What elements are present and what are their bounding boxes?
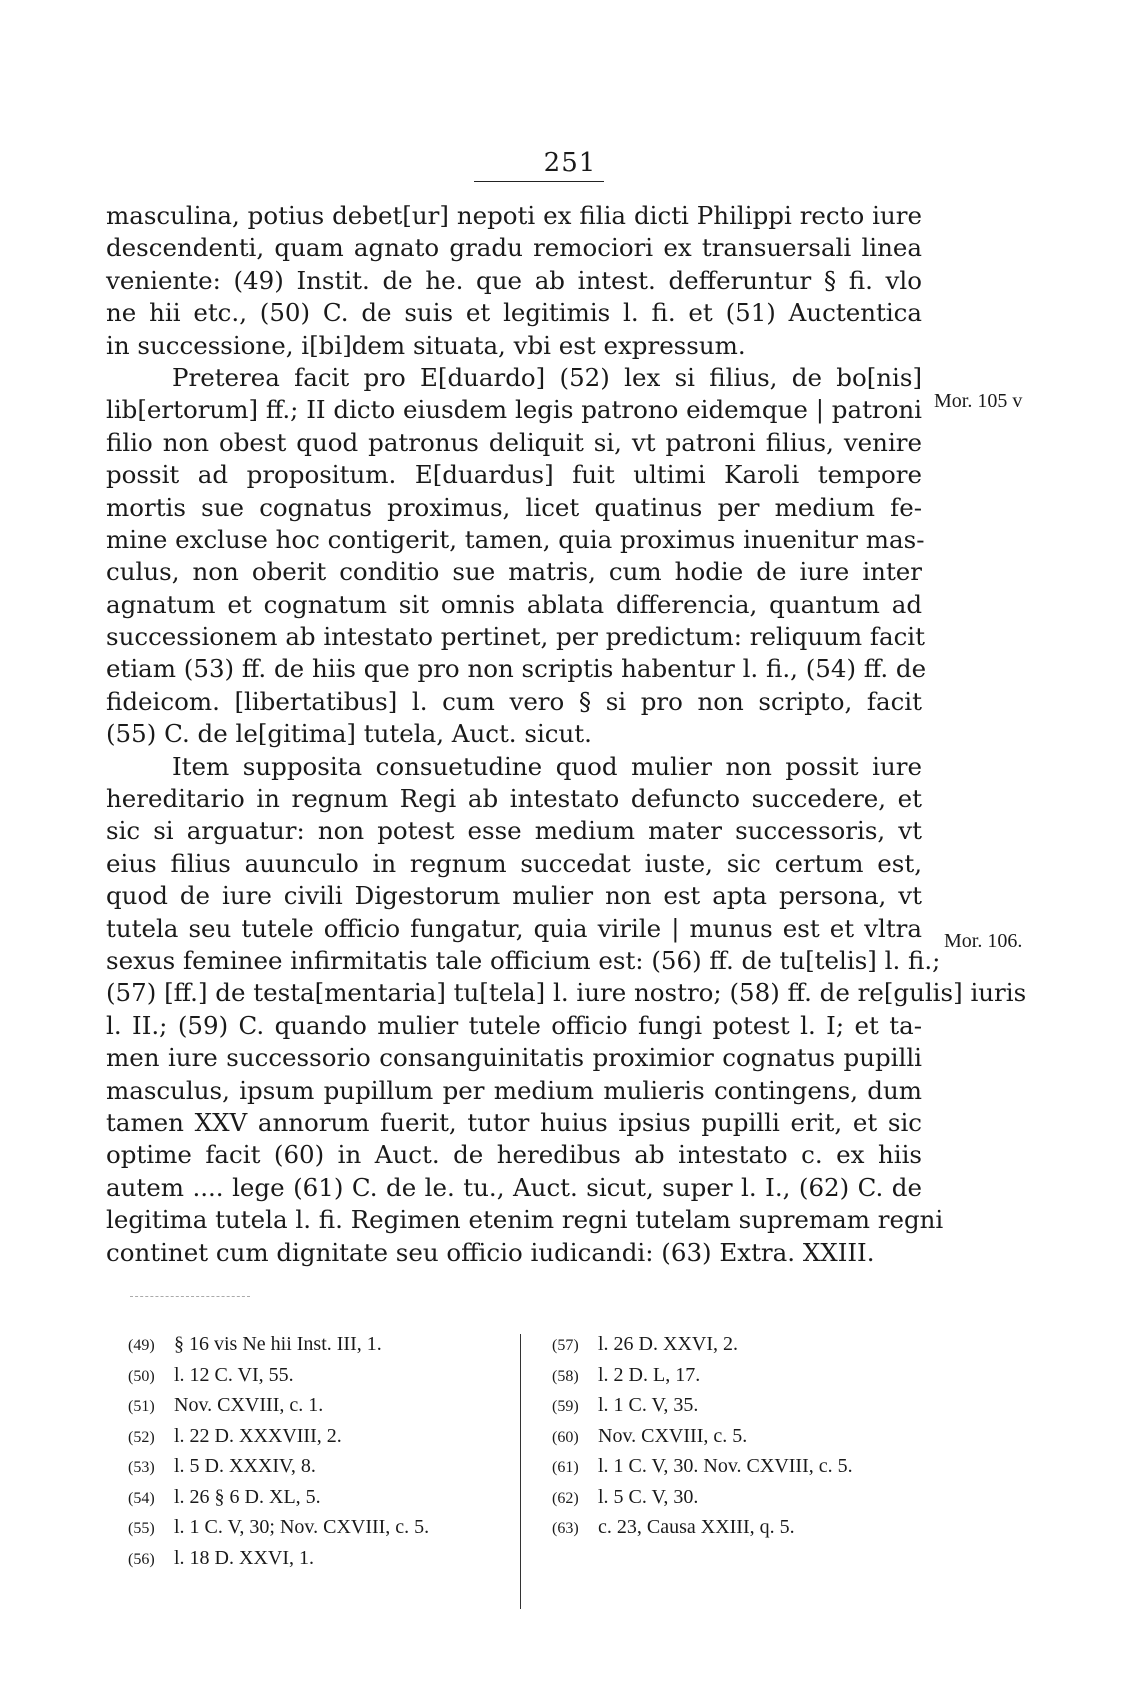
footnotes-left-column [128,1330,508,1574]
footnote-number: (61) [552,1459,579,1476]
footnote [128,1544,508,1575]
footnote-text: l. 26 § 6 D. XL, 5. [174,1485,321,1508]
footnote-text: l. 18 D. XXVI, 1. [174,1546,314,1569]
footnote [552,1452,952,1483]
footnote-number: (54) [128,1489,155,1507]
text-line: Item supposita consuetudine quod mulier non possit iure [172,751,922,781]
text-line: continet cum dignitate seu officio iudicandi: (63) Extra. XXIII. [106,1237,875,1267]
footnote-number: (55) [128,1520,155,1537]
text-line: filio non obest quod patronus deliquit si, vt patroni filius, venire [106,427,922,457]
text-line: sic si arguatur: non potest esse medium mater successoris, vt [106,816,922,846]
text-line: quod de iure civili Digestorum mulier non est apta persona, vt [106,881,922,911]
text-line: autem .... lege (61) C. de le. tu., Auct. sicut, super l. I., (62) C. de [106,1172,922,1202]
footnote-text: Nov. CXVIII, c. 5. [598,1424,748,1447]
text-line: veniente: (49) Instit. de he. que ab intest. defferuntur § fi. vlo [106,265,922,295]
footnote-number: (59) [552,1398,579,1415]
footnote [552,1361,952,1392]
footnote [128,1422,508,1453]
footnote [128,1483,508,1514]
text-line: ne hii etc., (50) C. de suis et legitimis l. fi. et (51) Auctentica [106,298,922,328]
header-rule [474,181,604,182]
text-line: agnatum et cognatum sit omnis ablata differencia, quantum ad [106,589,922,619]
footnote [128,1452,508,1483]
footnote [552,1330,952,1361]
margin-note-folio: Mor. 106. [944,930,1023,952]
footnote-text: l. 12 C. VI, 55. [174,1363,294,1386]
footnote-text: l. 22 D. XXXVIII, 2. [174,1424,342,1447]
footnote-column-divider [520,1334,521,1609]
text-line: lib[ertorum] ff.; II dicto eiusdem legis patrono eidemque | patroni [106,395,922,425]
footnote [128,1513,508,1544]
footnote-number: (50) [128,1367,155,1385]
text-line: optime facit (60) in Auct. de heredibus ab intestato c. ex hiis [106,1140,922,1170]
footnote-text: l. 1 C. V, 30; Nov. CXVIII, c. 5. [174,1516,430,1538]
footnote-text: § 16 vis Ne hii Inst. III, 1. [174,1333,382,1355]
footnote-number: (57) [552,1337,579,1354]
footnote-text: l. 5 D. XXXIV, 8. [174,1455,316,1477]
footnote-number: (60) [552,1428,579,1446]
text-line: hereditario in regnum Regi ab intestato defuncto succedere, et [106,784,922,814]
footnote-number: (53) [128,1459,155,1476]
footnote-text: l. 2 D. L, 17. [598,1363,701,1386]
footnote-number: (49) [128,1337,155,1354]
footnote-number: (56) [128,1550,155,1568]
text-line: men iure successorio consanguinitatis proximior cognatus pupilli [106,1043,922,1073]
text-line: masculus, ipsum pupillum per medium mulieris contingens, dum [106,1075,922,1105]
text-line: tutela seu tutele officio fungatur, quia virile | munus est et vltra [106,913,922,943]
text-line: eius filius auunculo in regnum succedat iuste, sic certum est, [106,848,922,878]
text-line: mine excluse hoc contigerit, tamen, quia proximus inuenitur mas- [106,524,925,554]
footnote [128,1361,508,1392]
footnote [552,1391,952,1422]
footnotes-right-column [552,1330,952,1544]
footnote-text: l. 5 C. V, 30. [598,1485,699,1508]
margin-note-folio: Mor. 105 v [934,390,1023,412]
footnote-text: Nov. CXVIII, c. 1. [174,1394,324,1416]
text-line: possit ad propositum. E[duardus] fuit ultimi Karoli tempore [106,460,922,490]
text-line: (57) [ff.] de testa[mentaria] tu[tela] l. iure nostro; (58) ff. de re[gulis] iuris [106,978,1027,1008]
text-line: (55) C. de le[gitima] tutela, Auct. sicut. [106,719,592,749]
footnote-separator [130,1296,250,1297]
text-line: masculina, potius debet[ur] nepoti ex filia dicti Philippi recto iure [106,201,922,230]
footnote-number: (58) [552,1367,579,1385]
footnote-text: l. 1 C. V, 35. [598,1394,699,1416]
footnote-number: (51) [128,1398,155,1415]
footnote-number: (62) [552,1489,579,1507]
footnote [552,1513,952,1544]
footnote [128,1330,508,1361]
text-line: successionem ab intestato pertinet, per predictum: reliquum facit [106,622,925,652]
text-line: sexus feminee infirmitatis tale officium est: (56) ff. de tu[telis] l. fi.; [106,945,941,975]
text-line: l. II.; (59) C. quando mulier tutele officio fungi potest l. I; et ta- [106,1010,922,1040]
text-line: etiam (53) ff. de hiis que pro non scriptis habentur l. fi., (54) ff. de [106,654,927,684]
text-line: legitima tutela l. fi. Regimen etenim regni tutelam supremam regni [106,1205,944,1235]
text-line: mortis sue cognatus proximus, licet quatinus per medium fe- [106,492,922,522]
footnote [128,1391,508,1422]
text-line: fideicom. [libertatibus] l. cum vero § si pro non scripto, facit [106,686,922,716]
footnote-text: c. 23, Causa XXIII, q. 5. [598,1516,795,1538]
footnote-number: (63) [552,1520,579,1537]
page-number: 251 [543,148,597,178]
footnote-text: l. 1 C. V, 30. Nov. CXVIII, c. 5. [598,1455,853,1477]
text-line: Preterea facit pro E[duardo] (52) lex si filius, de bo[nis] [172,362,922,392]
footnote [552,1422,952,1453]
text-line: tamen XXV annorum fuerit, tutor huius ipsius pupilli erit, et sic [106,1107,922,1137]
text-line: culus, non oberit conditio sue matris, cum hodie de iure inter [106,557,922,587]
text-line: descendenti, quam agnato gradu remociori ex transuersali linea [106,233,922,263]
text-line: in successione, i[bi]dem situata, vbi est expressum. [106,330,746,360]
footnote-number: (52) [128,1428,155,1446]
footnote-text: l. 26 D. XXVI, 2. [598,1333,738,1355]
footnote [552,1483,952,1514]
